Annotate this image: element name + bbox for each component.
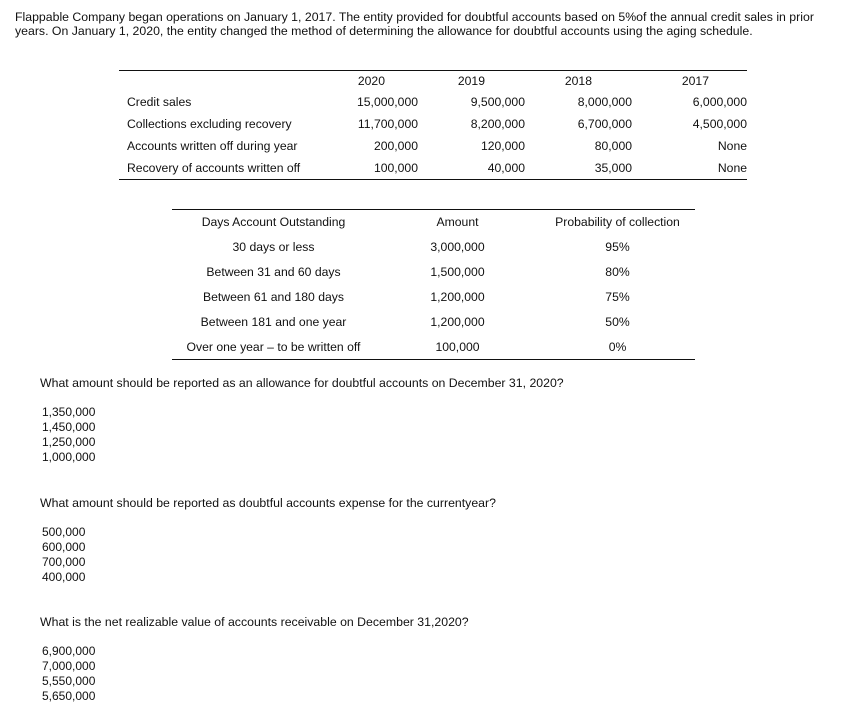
table-row	[119, 135, 747, 157]
question-2-text: What amount should be reported as doubtful accounts expense for the currentyear?	[40, 496, 496, 510]
table-row	[172, 284, 695, 309]
amount-cell: 3,000,000	[430, 239, 485, 254]
cell-value: None	[632, 157, 747, 180]
row-label: Recovery of accounts written off	[119, 157, 315, 180]
cell-value: 40,000	[418, 157, 525, 180]
table-row	[172, 309, 695, 334]
probability-cell: 0%	[540, 334, 695, 360]
amount-cell: 1,500,000	[430, 264, 485, 279]
column-header: Amount	[375, 210, 540, 235]
amount-cell: 1,200,000	[430, 289, 485, 304]
answer-option[interactable]: 400,000	[42, 570, 86, 584]
question-3-options	[42, 644, 95, 704]
cell-value: 6,000,000	[692, 95, 747, 109]
answer-option[interactable]: 5,550,000	[42, 674, 96, 688]
answer-option[interactable]: 1,250,000	[42, 435, 96, 449]
cell-value: 4,500,000	[692, 117, 747, 131]
question-1-text: What amount should be reported as an allowance for doubtful accounts on December 31, 2020?	[40, 376, 564, 390]
answer-option[interactable]: 600,000	[42, 540, 86, 554]
cell-value: None	[717, 139, 747, 153]
probability-cell: 75%	[605, 289, 630, 304]
table-row	[172, 234, 695, 259]
problem-intro: Flappable Company began operations on January 1, 2017. The entity provided for doubtful accounts based on 5%of the annual credit sales in prior years. On January 1, 2020, the entity changed the method of determining the allowance for doubtful accounts using the aging schedule.	[15, 10, 814, 38]
row-label: Credit sales	[127, 95, 192, 109]
year-header: 2019	[418, 71, 525, 92]
header-blank	[119, 71, 315, 92]
aging-header-row	[172, 210, 695, 235]
question-1-options	[42, 405, 95, 465]
cell-value: 200,000	[373, 139, 418, 153]
year-header: 2020	[315, 71, 418, 92]
answer-option[interactable]: 700,000	[42, 555, 86, 569]
amount-cell: 100,000	[375, 334, 540, 360]
aging-schedule-table	[172, 209, 695, 360]
cell-value: 11,700,000	[357, 117, 418, 131]
cell-value: 8,200,000	[470, 117, 525, 131]
table-row	[119, 91, 747, 113]
days-cell: Between 181 and one year	[200, 314, 347, 329]
answer-option[interactable]: 500,000	[42, 525, 86, 539]
question-3-text: What is the net realizable value of accounts receivable on December 31,2020?	[40, 615, 469, 629]
answer-option[interactable]: 5,650,000	[42, 689, 96, 703]
yearly-data-table	[119, 70, 747, 180]
cell-value: 35,000	[525, 157, 632, 180]
answer-option[interactable]: 7,000,000	[42, 659, 96, 673]
probability-cell: 95%	[605, 239, 630, 254]
year-header: 2017	[632, 71, 747, 92]
days-cell: Between 31 and 60 days	[206, 264, 341, 279]
cell-value: 6,700,000	[577, 117, 632, 131]
amount-cell: 1,200,000	[430, 314, 485, 329]
table-row	[119, 113, 747, 135]
days-cell: Between 61 and 180 days	[203, 289, 344, 304]
cell-value: 120,000	[480, 139, 525, 153]
column-header: Probability of collection	[540, 210, 695, 235]
row-label: Collections excluding recovery	[127, 117, 292, 131]
row-label: Accounts written off during year	[127, 139, 298, 153]
cell-value: 100,000	[315, 157, 418, 180]
cell-value: 80,000	[594, 139, 632, 153]
answer-option[interactable]: 6,900,000	[42, 644, 96, 658]
answer-option[interactable]: 1,350,000	[42, 405, 96, 419]
year-header: 2018	[525, 71, 632, 92]
answer-option[interactable]: 1,450,000	[42, 420, 96, 434]
cell-value: 15,000,000	[357, 95, 418, 109]
days-cell: 30 days or less	[232, 239, 315, 254]
probability-cell: 80%	[605, 264, 630, 279]
probability-cell: 50%	[605, 314, 630, 329]
days-cell: Over one year – to be written off	[172, 334, 375, 360]
table-row	[119, 157, 747, 180]
cell-value: 9,500,000	[470, 95, 525, 109]
column-header: Days Account Outstanding	[172, 210, 375, 235]
answer-option[interactable]: 1,000,000	[42, 450, 96, 464]
year-header-row	[119, 71, 747, 92]
question-2-options	[42, 525, 85, 585]
cell-value: 8,000,000	[577, 95, 632, 109]
table-row	[172, 259, 695, 284]
table-row	[172, 334, 695, 360]
